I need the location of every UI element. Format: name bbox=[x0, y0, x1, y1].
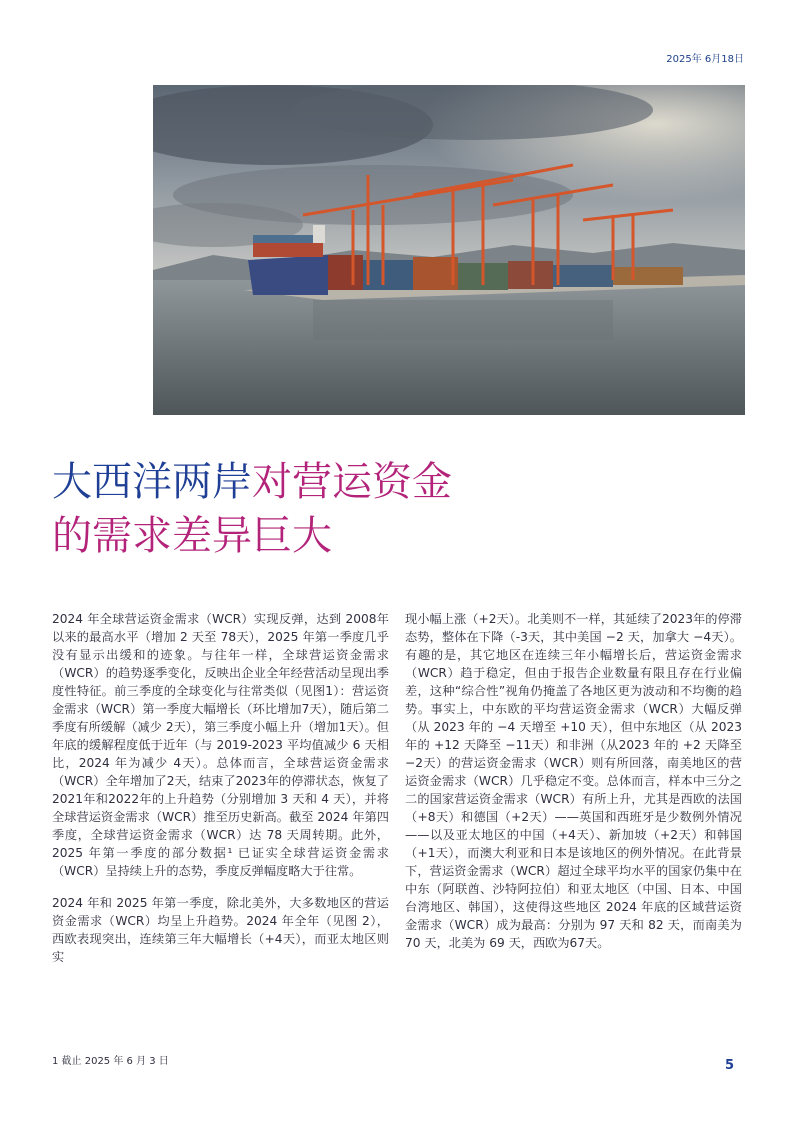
report-date: 2025年 6月18日 bbox=[666, 54, 744, 65]
body-paragraph: 2024 年全球营运资金需求（WCR）实现反弹，达到 2008年以来的最高水平（增加 2 天至 78天），2025 年第一季度几乎没有显示出缓和的迹象。与往年一样，全球营运资金需求（WCR）的趋势逐季变化，反映出企业全年经营活动呈现出季度性特征。前三季度的全球变化与往常类似（见图1）：营运资金需求（WCR）第一季度大幅增长（环比增加7天），随后第二季度有所缓解（减少 2天），第三季度小幅上升（增加1天）。但年底的缓解程度低于近年（与 2019-2023 平均值减少 6 天相比，2024 年为减少 4天）。总体而言，全球营运资金需求（WCR）全年增加了2天，结束了2023年的停滞状态，恢复了2021年和2022年的上升趋势（分别增加 3 天和 4 天），并将全球营运资金需求（WCR）推至历史新高。截至 2024 年第四季度，全球营运资金需求（WCR）达 78 天周转期。此外，2025 年第一季度的部分数据¹ 已证实全球营运资金需求（WCR）呈持续上升的态势，季度反弹幅度略大于往常。 bbox=[52, 612, 389, 878]
body-column-right bbox=[405, 610, 742, 966]
body-column-left bbox=[52, 610, 389, 980]
page-number: 5 bbox=[724, 1058, 734, 1073]
title-part-pink: 对营运资金 bbox=[252, 459, 452, 505]
footnote: 1 截止 2025 年 6 月 3 日 bbox=[52, 1056, 169, 1067]
title-part-blue: 大西洋两岸 bbox=[52, 459, 252, 505]
container-port-photo bbox=[153, 85, 745, 415]
body-paragraph: 2024 年和 2025 年第一季度，除北美外，大多数地区的营运资金需求（WCR）均呈上升趋势。2024 年全年（见图 2），西欧表现突出，连续第三年大幅增长（+4天），而亚太地区则实 bbox=[52, 896, 389, 964]
page-title bbox=[52, 455, 752, 563]
title-line-2: 的需求差异巨大 bbox=[52, 513, 332, 559]
body-paragraph: 现小幅上涨（+2天）。北美则不一样，其延续了2023年的停滞态势，整体在下降（-3天，其中美国 −2 天，加拿大 −4天）。有趣的是，其它地区在连续三年小幅增长后，营运资金需求（WCR）趋于稳定，但由于报告企业数量有限且存在行业偏差，这种“综合性”视角仍掩盖了各地区更为波动和不均衡的趋势。事实上，中东欧的平均营运资金需求（WCR）大幅反弹（从 2023 年的 −4 天增至 +10 天），但中东地区（从 2023 年的 +12 天降至 −11天）和非洲（从2023 年的 +2 天降至 −2天）的营运资金需求（WCR）则有所回落，南美地区的营运资金需求（WCR）几乎稳定不变。总体而言，样本中三分之二的国家营运资金需求（WCR）有所上升，尤其是西欧的法国（+8天）和德国（+2天）——英国和西班牙是少数例外情况——以及亚太地区的中国（+4天）、新加坡（+2天）和韩国（+1天），而澳大利亚和日本是该地区的例外情况。在此背景下，营运资金需求（WCR）超过全球平均水平的国家仍集中在中东（阿联酋、沙特阿拉伯）和亚太地区（中国、日本、中国台湾地区、韩国），这使得这些地区 2024 年底的区域营运资金需求（WCR）成为最高：分别为 97 天和 82 天，而南美为 70 天，北美为 69 天，西欧为67天。 bbox=[405, 612, 742, 950]
